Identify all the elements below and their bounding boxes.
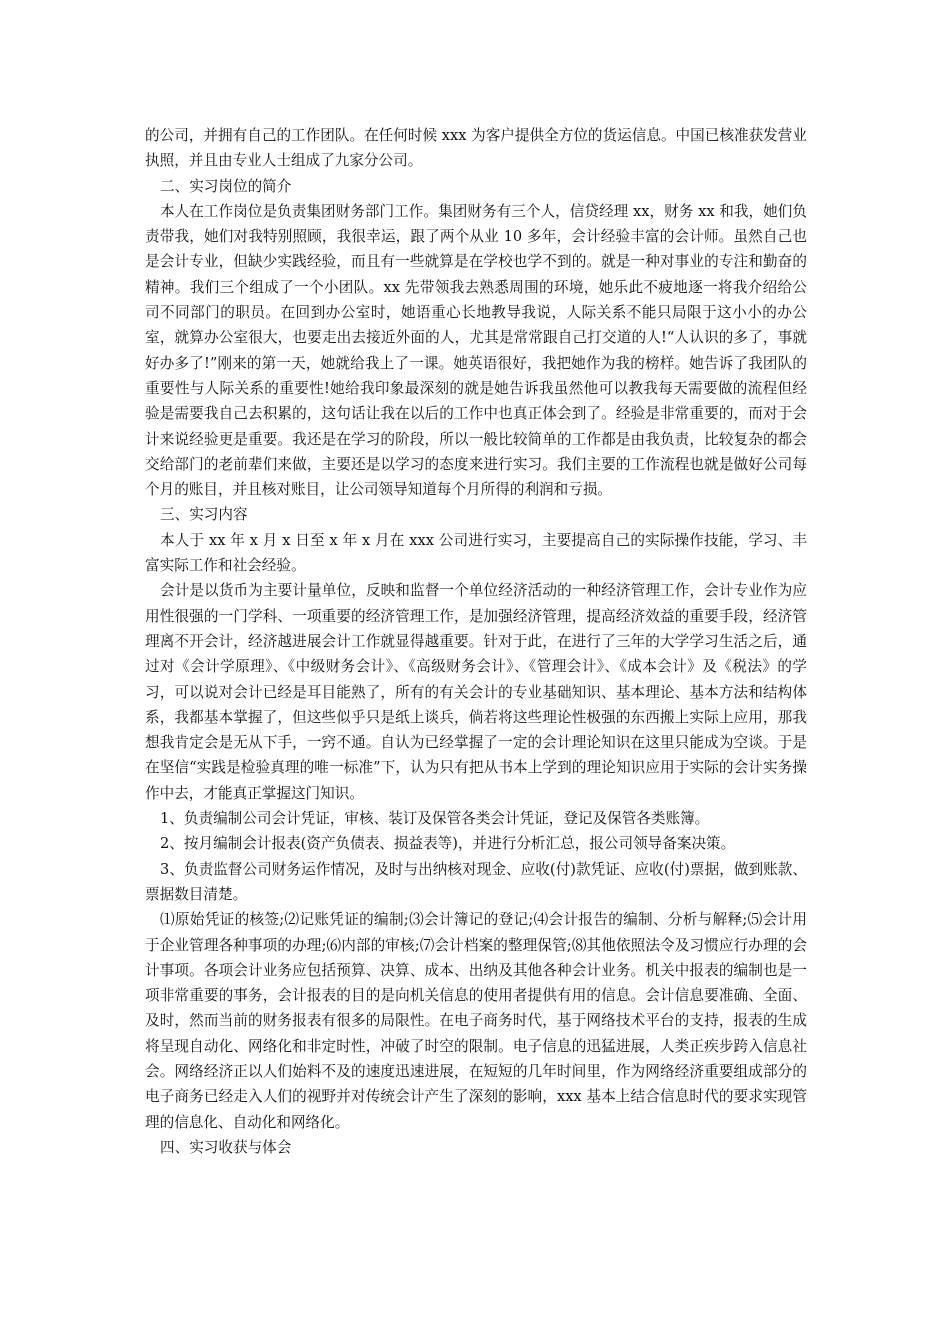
- paragraph-accounting-overview: 会计是以货币为主要计量单位，反映和监督一个单位经济活动的一种经济管理工作，会计专业作为应用性很强的一门学科、一项重要的经济管理工作，是加强经济管理，提高经济效益的重要手段，经济管理离不开会计，经济越进展会计工作就显得越重要。针对于此，在进行了三年的大学学习生活之后，通过对《会计学原理》、《中级财务会计》、《高级财务会计》、《管理会计》、《成本会计》及《税法》的学习，可以说对会计已经是耳目能熟了，所有的有关会计的专业基础知识、基本理论、基本方法和结构体系，我都基本掌握了，但这些似乎只是纸上谈兵，倘若将这些理论性极强的东西搬上实际上应用，那我想我肯定会是无从下手，一窍不通。自认为已经掌握了一定的会计理论知识在这里只能成为空谈。于是在坚信“实践是检验真理的唯一标准”下，认为只有把从书本上学到的理论知识应用于实际的会计实务操作中去，才能真正掌握这门知识。: [145, 582, 807, 802]
- section-heading-position: 二、实习岗位的简介: [160, 177, 292, 195]
- document-body: [145, 123, 807, 1160]
- paragraph-position-description: 本人在工作岗位是负责集团财务部门工作。集团财务有三个人，信贷经理 xx，财务 xx 和我，她们负责带我，她们对我特别照顾，我很幸运，跟了两个从业 10 多年，会计经验丰富的会计师。虽然自己也是会计专业，但缺少实践经验，而且有一些就算是在学校也学不到的。就是一种对事业的专注和勤奋的精神。我们三个组成了一个小团队。xx 先带领我去熟悉周围的环境，她乐此不疲地逐一将我介绍给公司不同部门的职员。在回到办公室时，她语重心长地教导我说，人际关系不能只局限于这小小的办公室，就算办公室很大，也要走出去接近外面的人，尤其是常常跟自己打交道的人!“人认识的多了，事就好办多了!”刚来的第一天，她就给我上了一课。她英语很好，我把她作为我的榜样。她告诉了我团队的重要性与人际关系的重要性!她给我印象最深刻的就是她告诉我虽然他可以教我每天需要做的流程但经验是需要我自己去积累的，这句话让我在以后的工作中也真正体会到了。经验是非常重要的，而对于会计来说经验更是重要。我还是在学习的阶段，所以一般比较简单的工作都是由我负责，比较复杂的都会交给部门的老前辈们来做，主要还是以学习的态度来进行实习。我们主要的工作流程也就是做好公司每个月的账目，并且核对账目，让公司领导知道每个月所得的利润和亏损。: [145, 202, 807, 499]
- list-item-duty-1: 1、负责编制公司会计凭证，审核、装订及保管各类会计凭证，登记及保管各类账簿。: [160, 810, 710, 828]
- paragraph-internship-period: 本人于 xx 年 x 月 x 日至 x 年 x 月在 xxx 公司进行实习，主要提高自己的实际操作技能，学习、丰富实际工作和社会经验。: [145, 531, 807, 575]
- section-heading-gains: 四、实习收获与体会: [160, 1138, 292, 1156]
- list-item-duty-2: 2、按月编制会计报表(资产负债表、损益表等)，并进行分析汇总，报公司领导备案决策。: [160, 835, 736, 853]
- paragraph-accounting-tasks: ⑴原始凭证的核签;⑵记账凭证的编制;⑶会计簿记的登记;⑷会计报告的编制、分析与解释;⑸会计用于企业管理各种事项的办理;⑹内部的审核;⑺会计档案的整理保管;⑻其他依照法令及习惯应行办理的会计事项。各项会计业务应包括预算、决算、成本、出纳及其他各种会计业务。机关中报表的编制也是一项非常重要的事务，会计报表的目的是向机关信息的使用者提供有用的信息。会计信息要准确、全面、及时，然而当前的财务报表有很多的局限性。在电子商务时代，基于网络技术平台的支持，报表的生成将呈现自动化、网络化和非定时性，冲破了时空的限制。电子信息的迅猛进展，人类正疾步跨入信息社会。网络经济正以人们始料不及的速度迅速进展，在短短的几年时间里，作为网络经济重要组成部分的电子商务已经走入人们的视野并对传统会计产生了深刻的影响，xxx 基本上结合信息时代的要求实现管理的信息化、自动化和网络化。: [145, 911, 807, 1131]
- paragraph-company-intro-continued: 的公司，并拥有自己的工作团队。在任何时候 xxx 为客户提供全方位的货运信息。中国已核准获发营业执照，并且由专业人士组成了九家分公司。: [145, 127, 807, 170]
- section-heading-content: 三、实习内容: [160, 506, 248, 524]
- list-item-duty-3: 3、负责监督公司财务运作情况，及时与出纳核对现金、应收(付)款凭证、应收(付)票据，做到账款、票据数目清楚。: [145, 860, 807, 903]
